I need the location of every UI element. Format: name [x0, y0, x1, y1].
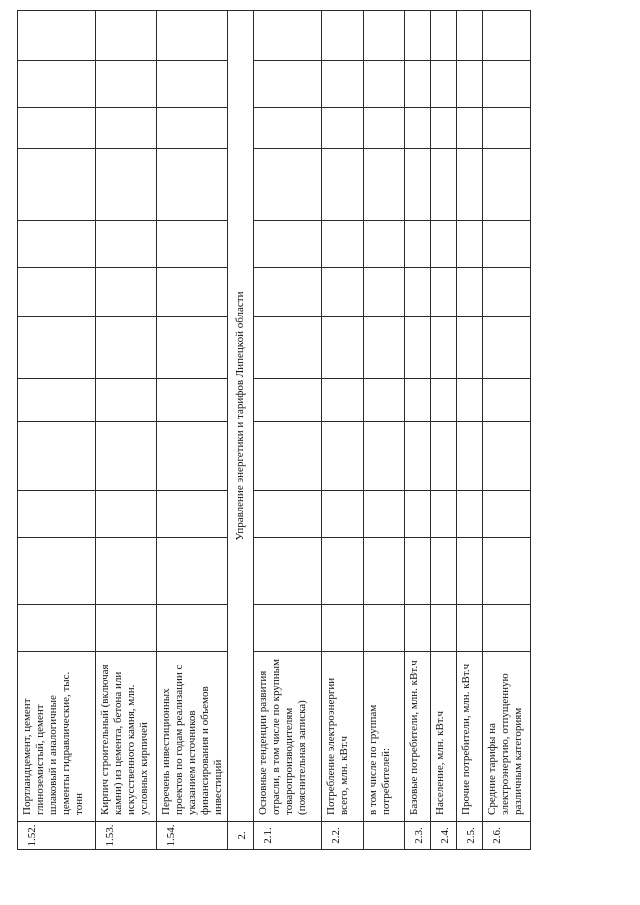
row-description: Кирпич строительный (включая камни) из цемента, бетона или искусственного камня, млн. условных кирпичей [96, 651, 157, 821]
section-title: Управление энергетики и тарифов Липецкой области [228, 11, 254, 822]
row-number [364, 821, 405, 849]
table-row [254, 11, 322, 850]
row-number: 1.53. [96, 821, 157, 849]
section-header-row [228, 11, 254, 850]
row-description: в том числе по группам потребителей: [364, 651, 405, 821]
row-description: Базовые потребители, млн. кВт.ч [405, 651, 431, 821]
row-description: Перечень инвестиционных проектов по годам реализации с указанием источников финансирования и объемов инвестиций [157, 651, 228, 821]
table-row [431, 11, 457, 850]
table-row [457, 11, 483, 850]
row-number: 2.1. [254, 821, 322, 849]
section-number: 2. [228, 821, 254, 849]
row-number: 1.54. [157, 821, 228, 849]
row-number: 1.52. [18, 821, 96, 849]
table-row [322, 11, 364, 850]
row-description: Население, млн. кВт.ч [431, 651, 457, 821]
row-number: 2.4. [431, 821, 457, 849]
row-number: 2.6. [483, 821, 531, 849]
table-row [483, 11, 531, 850]
table-row [364, 11, 405, 850]
data-table [17, 10, 531, 850]
table-row [96, 11, 157, 850]
row-description: Потребление электроэнергии всего, млн. кВт.ч [322, 651, 364, 821]
row-description: Прочие потребители, млн. кВт.ч [457, 651, 483, 821]
row-description: Портландцемент, цемент глиноземистый, цемент шлаковый и аналогичные цементы гидравлические, тыс. тонн [18, 651, 96, 821]
row-description: Основные тенденции развития отрасли, в том числе по крупным товаропроизводителям (пояснительная записка) [254, 651, 322, 821]
table-row [405, 11, 431, 850]
row-number: 2.3. [405, 821, 431, 849]
table-row [18, 11, 96, 850]
table-row [157, 11, 228, 850]
row-description: Средние тарифы на электроэнергию, отпущенную различным категориям [483, 651, 531, 821]
row-number: 2.2. [322, 821, 364, 849]
row-number: 2.5. [457, 821, 483, 849]
